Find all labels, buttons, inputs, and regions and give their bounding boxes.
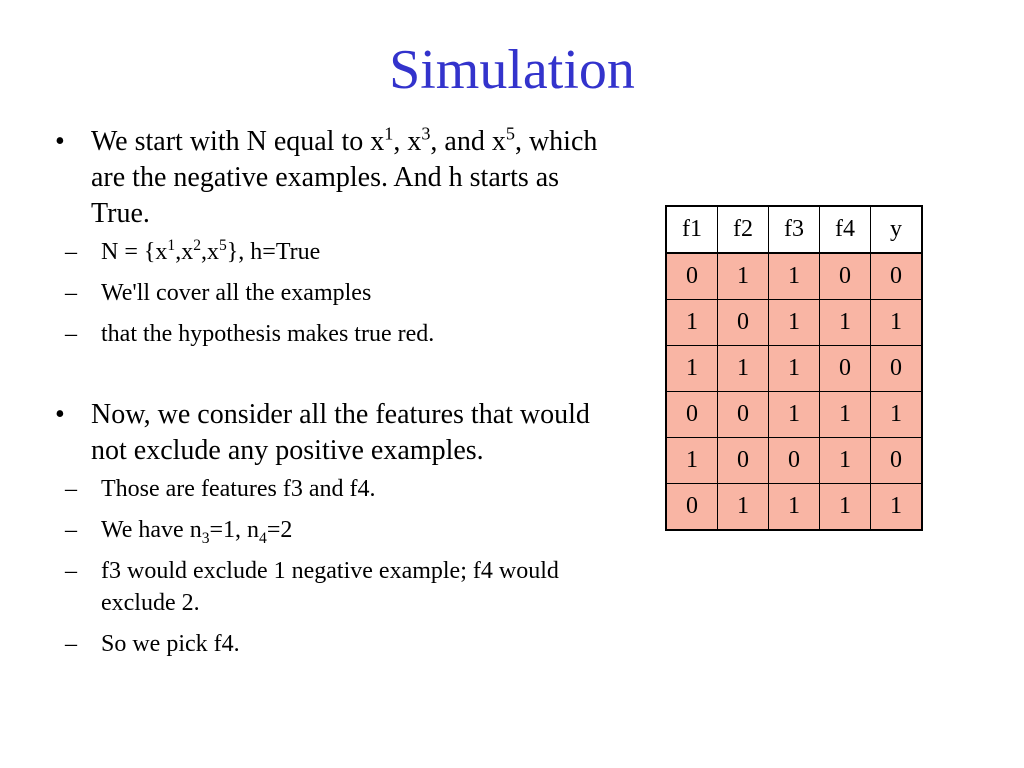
dash-marker: – xyxy=(65,321,77,347)
bullet-marker: • xyxy=(55,126,65,157)
sub-item-features xyxy=(55,473,615,505)
table-cell: 0 xyxy=(820,346,871,392)
table-cell: 1 xyxy=(820,438,871,484)
dash-marker: – xyxy=(65,239,77,265)
header-cell: y xyxy=(871,206,923,253)
table-cell: 1 xyxy=(718,484,769,531)
table-row xyxy=(666,484,922,531)
bullet-1-text: We start with N equal to $x^1$, $x^3$, and $x^5$, which are the negative examples. And h starts as True. xyxy=(91,123,598,229)
dash-marker: – xyxy=(65,631,77,657)
sub-item-text: that the hypothesis makes true red. xyxy=(101,321,435,347)
header-cell: f1 xyxy=(666,206,718,253)
header-cell: f4 xyxy=(820,206,871,253)
sub-item-hypothesis-red xyxy=(55,318,615,350)
table-row xyxy=(666,253,922,300)
table-cell: 1 xyxy=(666,346,718,392)
table-row xyxy=(666,300,922,346)
dash-marker: – xyxy=(65,558,77,584)
table-cell: 0 xyxy=(666,484,718,531)
table-cell: 0 xyxy=(820,253,871,300)
table-cell: 1 xyxy=(769,484,820,531)
table-row xyxy=(666,438,922,484)
sub-item-pick xyxy=(55,628,615,660)
sub-item-n-values xyxy=(55,514,615,546)
slide-content xyxy=(55,124,615,669)
table-cell: 1 xyxy=(871,300,923,346)
table-cell: 1 xyxy=(769,392,820,438)
table-cell: 1 xyxy=(769,253,820,300)
table-cell: 0 xyxy=(718,438,769,484)
sub-item-exclusion xyxy=(55,555,615,619)
sub-item-text: We have $n_3=1$, $n_4=2$ xyxy=(101,517,293,547)
table-cell: 1 xyxy=(820,392,871,438)
table-cell: 1 xyxy=(718,346,769,392)
table-cell: 1 xyxy=(820,484,871,531)
table-cell: 1 xyxy=(666,438,718,484)
table-cell: 0 xyxy=(871,346,923,392)
table-cell: 1 xyxy=(871,392,923,438)
bullet-marker: • xyxy=(55,399,65,430)
table-cell: 1 xyxy=(769,300,820,346)
table-header-row xyxy=(666,206,922,253)
table-cell: 0 xyxy=(718,300,769,346)
slide-title: Simulation xyxy=(389,39,635,101)
sub-item-text: f3 would exclude 1 negative example; f4 would exclude 2. xyxy=(101,558,559,616)
dash-marker: – xyxy=(65,476,77,502)
sub-item-text: $N = \{x^1,x^2,x^5\}$, h=True xyxy=(101,237,321,265)
table-cell: 0 xyxy=(666,253,718,300)
table-cell: 0 xyxy=(769,438,820,484)
table-cell: 1 xyxy=(820,300,871,346)
header-cell: f3 xyxy=(769,206,820,253)
sub-item-text: We'll cover all the examples xyxy=(101,280,372,306)
feature-table xyxy=(665,205,923,531)
header-cell: f2 xyxy=(718,206,769,253)
dash-marker: – xyxy=(65,280,77,306)
table-cell: 1 xyxy=(718,253,769,300)
sub-item-n-set xyxy=(55,236,615,268)
table-cell: 1 xyxy=(769,346,820,392)
spacer xyxy=(55,359,615,397)
dash-marker: – xyxy=(65,517,77,543)
table-cell: 0 xyxy=(871,253,923,300)
table-cell: 0 xyxy=(666,392,718,438)
table-cell: 0 xyxy=(718,392,769,438)
sub-item-text: Those are features f3 and f4. xyxy=(101,476,376,502)
table-cell: 1 xyxy=(871,484,923,531)
table-row xyxy=(666,392,922,438)
table-cell: 0 xyxy=(871,438,923,484)
bullet-1 xyxy=(55,124,615,232)
bullet-1-sublist xyxy=(55,236,615,350)
table-body xyxy=(666,253,922,530)
table-row xyxy=(666,346,922,392)
sub-item-text: So we pick f4. xyxy=(101,631,240,657)
bullet-2 xyxy=(55,397,615,469)
sub-item-cover-examples xyxy=(55,277,615,309)
bullet-2-sublist xyxy=(55,473,615,660)
bullet-2-text: Now, we consider all the features that would not exclude any positive examples. xyxy=(91,399,590,466)
table-cell: 1 xyxy=(666,300,718,346)
